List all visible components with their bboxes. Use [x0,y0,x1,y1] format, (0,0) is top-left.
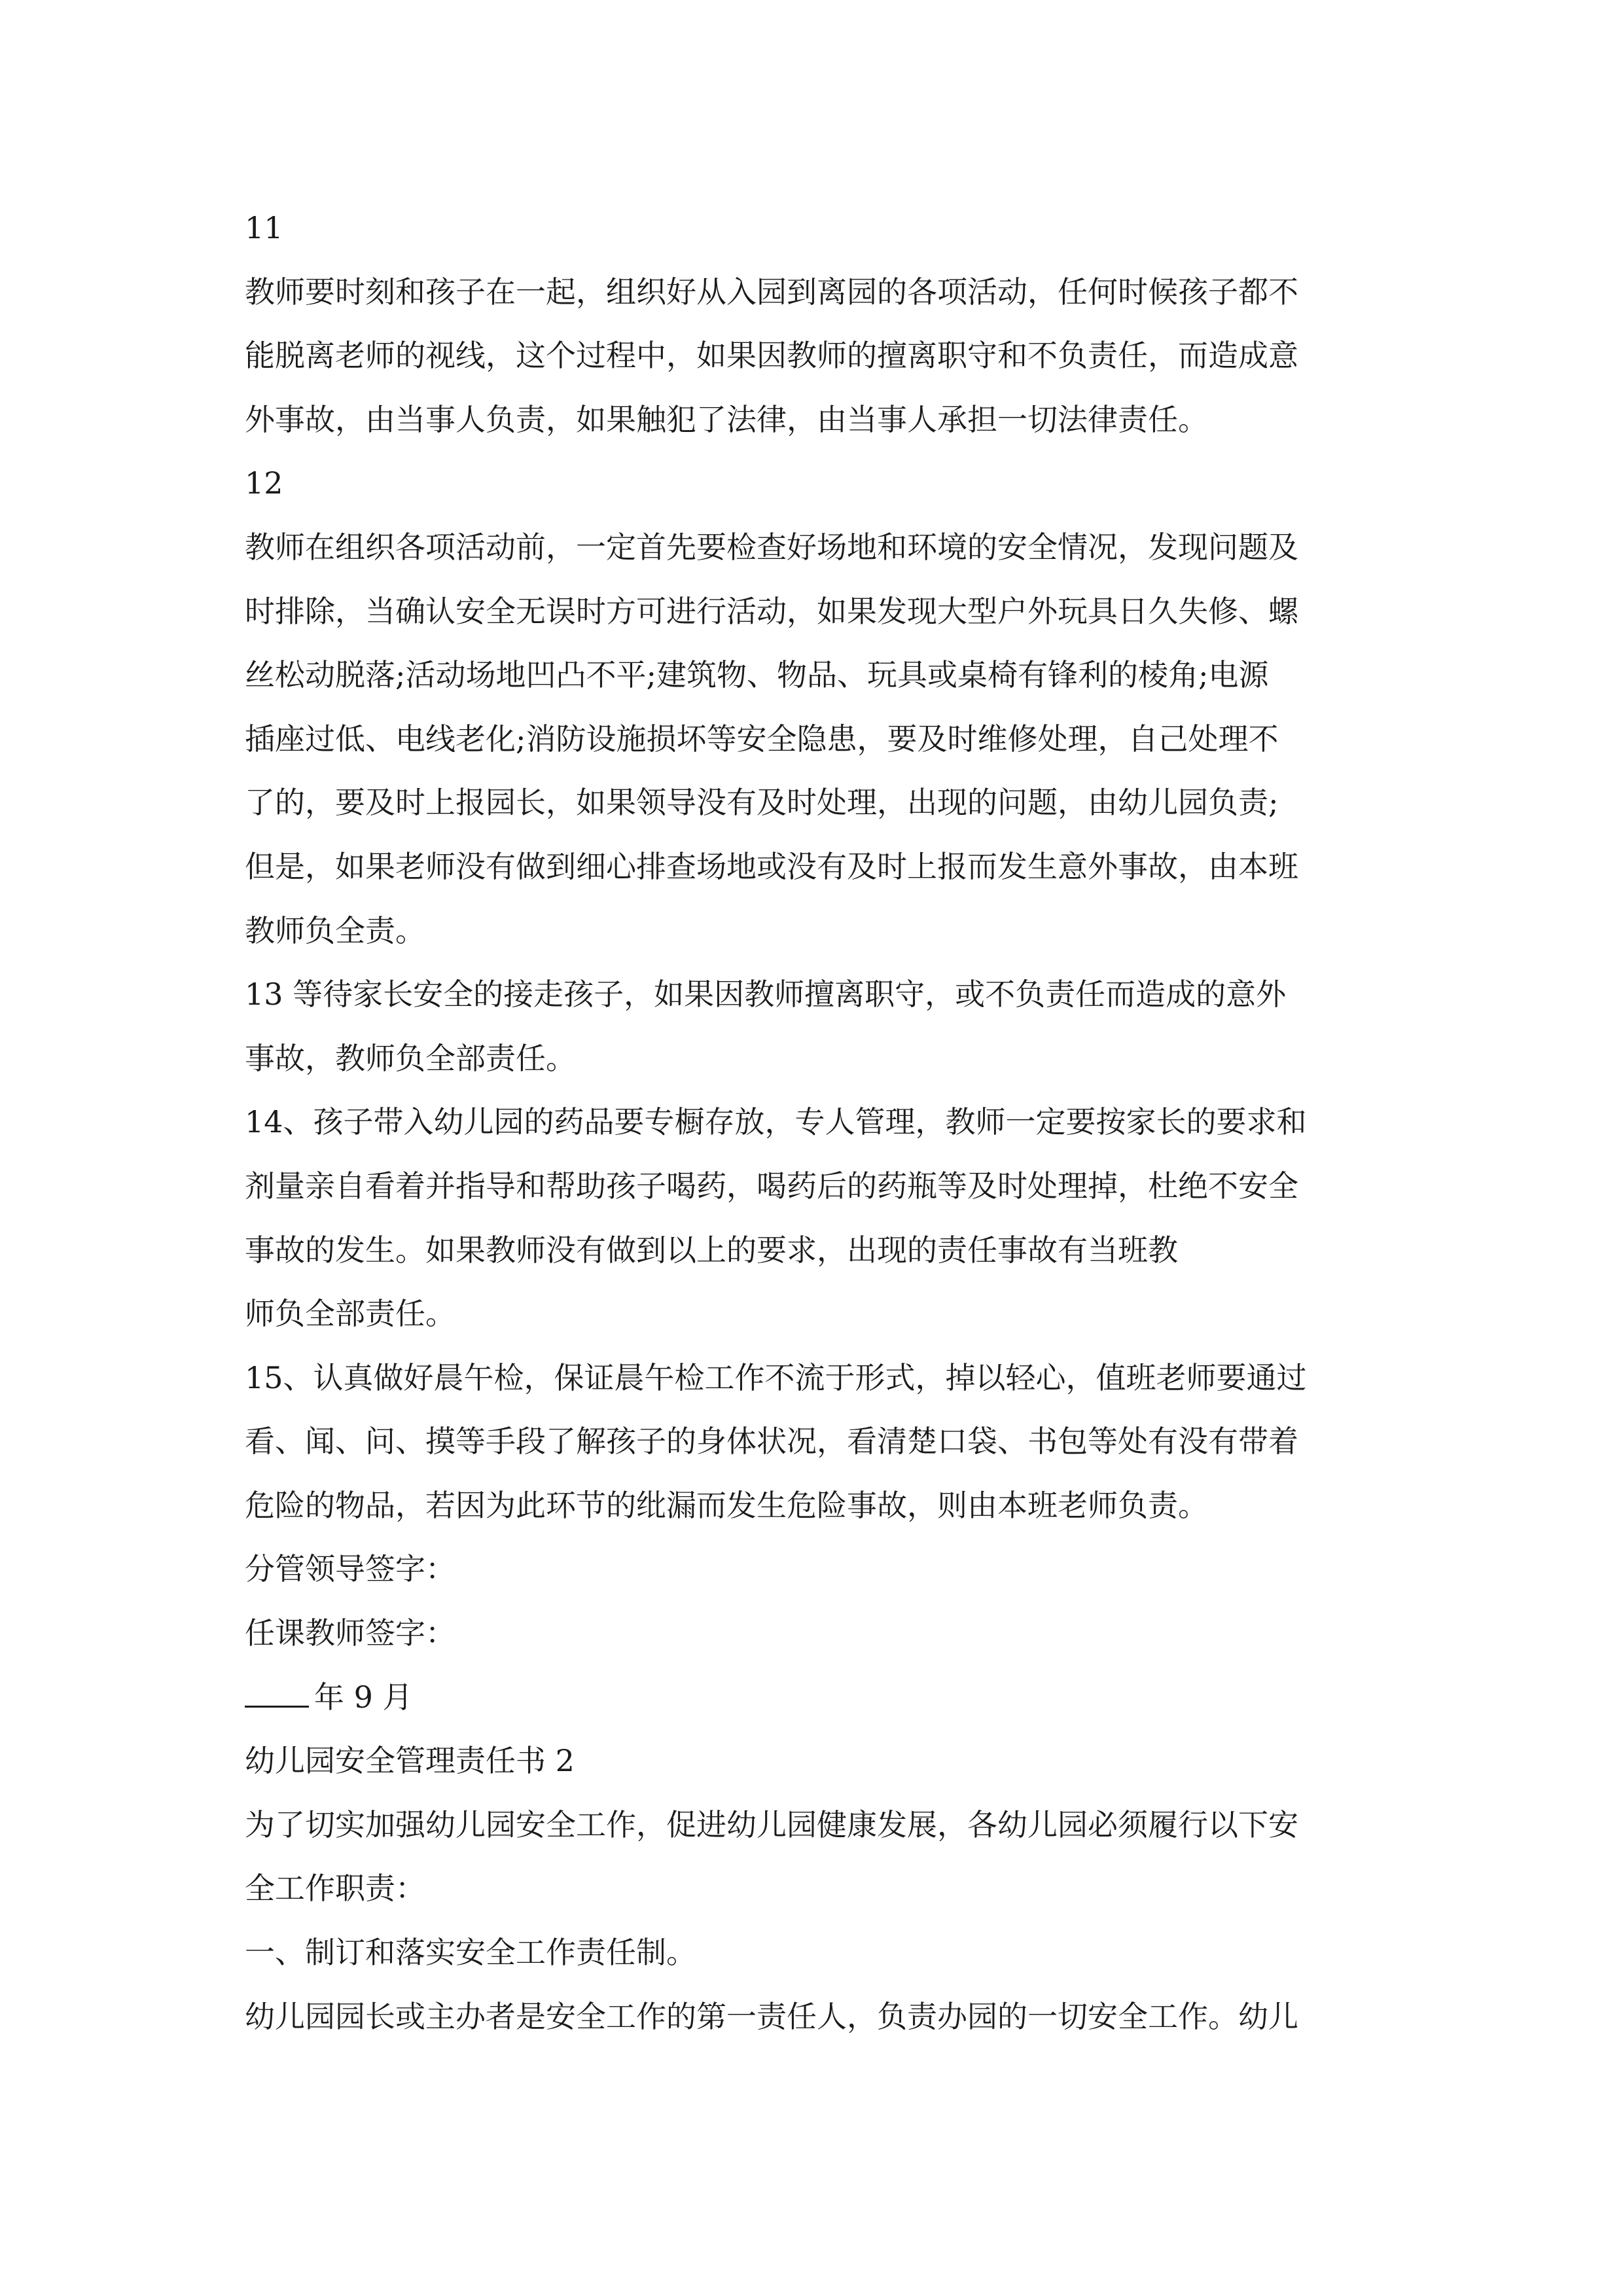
paragraph-line: 教师要时刻和孩子在一起，组织好从入园到离园的各项活动，任何时候孩子都不 [245,274,1298,310]
paragraph-line: 丝松动脱落;活动场地凹凸不平;建筑物、物品、玩具或桌椅有锋利的棱角;电源 [245,657,1269,693]
paragraph-line: 14、孩子带入幼儿园的药品要专橱存放，专人管理，教师一定要按家长的要求和 [245,1104,1307,1140]
paragraph-line: 危险的物品，若因为此环节的纰漏而发生危险事故，则由本班老师负责。 [245,1487,1208,1523]
paragraph-line: 外事故，由当事人负责，如果触犯了法律，由当事人承担一切法律责任。 [245,401,1208,437]
year-blank [245,1686,309,1708]
date-line [245,1666,1383,1730]
paragraph-line: 幼儿园园长或主办者是安全工作的第一责任人，负责办园的一切安全工作。幼儿 [245,1998,1298,2034]
signature-teacher-label: 任课教师签字： [245,1615,455,1651]
paragraph-line: 时排除，当确认安全无误时方可进行活动，如果发现大型户外玩具日久失修、螺 [245,593,1298,629]
paragraph-line: 全工作职责： [245,1871,425,1907]
paragraph-line: 13 等待家长安全的接走孩子，如果因教师擅离职守，或不负责任而造成的意外 [245,977,1287,1013]
paragraph-line: 剂量亲自看着并指导和帮助孩子喝药，喝药后的药瓶等及时处理掉，杜绝不安全 [245,1168,1298,1204]
paragraph-line: 看、闻、问、摸等手段了解孩子的身体状况，看清楚口袋、书包等处有没有带着 [245,1424,1298,1460]
paragraph-line: 了的，要及时上报园长，如果领导没有及时处理，出现的问题，由幼儿园负责; [245,785,1279,821]
document-body [245,196,1383,2049]
section-title: 幼儿园安全管理责任书 2 [245,1743,575,1779]
date-text: 年 9 月 [314,1679,413,1715]
paragraph-line: 能脱离老师的视线，这个过程中，如果因教师的擅离职守和不负责任，而造成意 [245,338,1298,374]
paragraph-line: 师负全部责任。 [245,1296,455,1332]
subsection-heading: 一、制订和落实安全工作责任制。 [245,1935,696,1971]
paragraph-line: 但是，如果老师没有做到细心排查场地或没有及时上报而发生意外事故，由本班 [245,848,1298,884]
item-number-12: 12 [245,465,283,501]
paragraph-line: 教师负全责。 [245,912,425,948]
paragraph-line: 事故的发生。如果教师没有做到以上的要求，出现的责任事故有当班教 [245,1232,1178,1268]
paragraph-line: 插座过低、电线老化;消防设施损坏等安全隐患，要及时维修处理，自己处理不 [245,721,1279,757]
item-number-11: 11 [245,210,283,245]
paragraph-line: 事故，教师负全部责任。 [245,1040,576,1076]
paragraph-line: 教师在组织各项活动前，一定首先要检查好场地和环境的安全情况，发现问题及 [245,529,1298,565]
paragraph-line: 15、认真做好晨午检，保证晨午检工作不流于形式，掉以轻心，值班老师要通过 [245,1359,1307,1395]
signature-leader-label: 分管领导签字： [245,1551,455,1587]
paragraph-line: 为了切实加强幼儿园安全工作，促进幼儿园健康发展，各幼儿园必须履行以下安 [245,1806,1298,1842]
